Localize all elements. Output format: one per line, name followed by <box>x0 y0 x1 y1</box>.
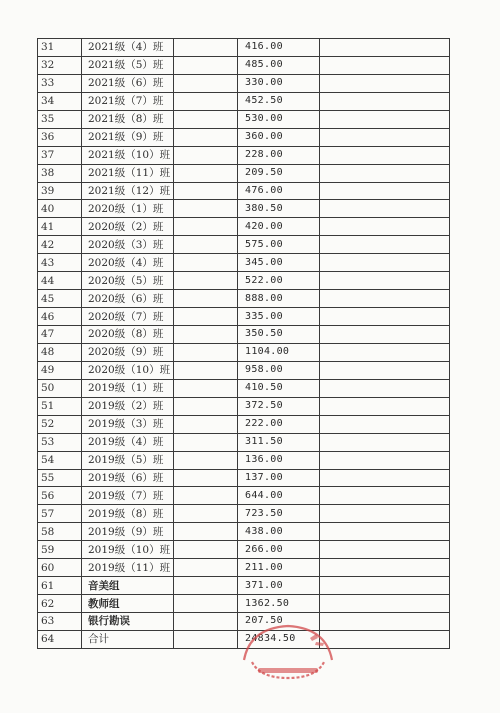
amount: 575.00 <box>238 236 320 254</box>
row-number: 63 <box>38 613 82 631</box>
amount: 371.00 <box>238 577 320 595</box>
table-row <box>38 577 450 595</box>
row-number: 55 <box>38 469 82 487</box>
note-cell <box>320 92 450 110</box>
class-name: 2019级（1）班 <box>82 379 174 397</box>
note-cell <box>320 128 450 146</box>
donation-table-page <box>37 38 450 649</box>
table-row <box>38 92 450 110</box>
blank-cell <box>174 236 238 254</box>
table-row <box>38 379 450 397</box>
amount: 137.00 <box>238 469 320 487</box>
table-row <box>38 433 450 451</box>
amount: 485.00 <box>238 56 320 74</box>
class-name: 2019级（2）班 <box>82 397 174 415</box>
row-number: 62 <box>38 595 82 613</box>
row-number: 40 <box>38 200 82 218</box>
class-name: 2020级（2）班 <box>82 218 174 236</box>
class-name: 2019级（5）班 <box>82 451 174 469</box>
class-name: 2019级（9）班 <box>82 523 174 541</box>
row-number: 56 <box>38 487 82 505</box>
blank-cell <box>174 595 238 613</box>
blank-cell <box>174 577 238 595</box>
table-row <box>38 56 450 74</box>
blank-cell <box>174 290 238 308</box>
table-row <box>38 505 450 523</box>
blank-cell <box>174 523 238 541</box>
amount: 380.50 <box>238 200 320 218</box>
donation-table <box>37 38 450 649</box>
row-number: 47 <box>38 326 82 344</box>
class-name: 2020级（7）班 <box>82 308 174 326</box>
class-name: 2021级（5）班 <box>82 56 174 74</box>
blank-cell <box>174 200 238 218</box>
class-name: 2021级（9）班 <box>82 128 174 146</box>
note-cell <box>320 487 450 505</box>
blank-cell <box>174 451 238 469</box>
class-name: 2021级（10）班 <box>82 146 174 164</box>
class-name: 2019级（3）班 <box>82 415 174 433</box>
amount: 209.50 <box>238 164 320 182</box>
amount: 530.00 <box>238 110 320 128</box>
note-cell <box>320 343 450 361</box>
note-cell <box>320 415 450 433</box>
row-number: 44 <box>38 272 82 290</box>
table-row <box>38 146 450 164</box>
table-row <box>38 272 450 290</box>
amount: 360.00 <box>238 128 320 146</box>
row-number: 42 <box>38 236 82 254</box>
note-cell <box>320 577 450 595</box>
class-name: 2020级（5）班 <box>82 272 174 290</box>
blank-cell <box>174 74 238 92</box>
blank-cell <box>174 56 238 74</box>
blank-cell <box>174 505 238 523</box>
amount: 522.00 <box>238 272 320 290</box>
class-name: 2021级（7）班 <box>82 92 174 110</box>
row-number: 36 <box>38 128 82 146</box>
amount: 452.50 <box>238 92 320 110</box>
note-cell <box>320 236 450 254</box>
class-name: 2021级（11）班 <box>82 164 174 182</box>
class-name: 2020级（9）班 <box>82 343 174 361</box>
row-number: 58 <box>38 523 82 541</box>
blank-cell <box>174 343 238 361</box>
note-cell <box>320 254 450 272</box>
table-row <box>38 415 450 433</box>
amount: 438.00 <box>238 523 320 541</box>
blank-cell <box>174 326 238 344</box>
row-number: 34 <box>38 92 82 110</box>
note-cell <box>320 290 450 308</box>
blank-cell <box>174 630 238 648</box>
table-row <box>38 595 450 613</box>
class-name: 合计 <box>82 630 174 648</box>
amount: 330.00 <box>238 74 320 92</box>
blank-cell <box>174 182 238 200</box>
note-cell <box>320 56 450 74</box>
amount: 345.00 <box>238 254 320 272</box>
blank-cell <box>174 433 238 451</box>
amount: 207.50 <box>238 613 320 631</box>
row-number: 37 <box>38 146 82 164</box>
note-cell <box>320 469 450 487</box>
note-cell <box>320 361 450 379</box>
class-name: 2021级（8）班 <box>82 110 174 128</box>
blank-cell <box>174 39 238 57</box>
row-number: 38 <box>38 164 82 182</box>
blank-cell <box>174 361 238 379</box>
blank-cell <box>174 254 238 272</box>
table-row <box>38 74 450 92</box>
row-number: 52 <box>38 415 82 433</box>
note-cell <box>320 182 450 200</box>
table-row <box>38 523 450 541</box>
class-name: 银行勘误 <box>82 613 174 631</box>
class-name: 2021级（4）班 <box>82 39 174 57</box>
table-row <box>38 164 450 182</box>
note-cell <box>320 110 450 128</box>
row-number: 46 <box>38 308 82 326</box>
class-name: 2020级（4）班 <box>82 254 174 272</box>
class-name: 2020级（8）班 <box>82 326 174 344</box>
amount: 228.00 <box>238 146 320 164</box>
class-name: 2021级（12）班 <box>82 182 174 200</box>
table-row <box>38 541 450 559</box>
table-row <box>38 39 450 57</box>
row-number: 59 <box>38 541 82 559</box>
amount: 335.00 <box>238 308 320 326</box>
table-row <box>38 397 450 415</box>
table-row <box>38 559 450 577</box>
row-number: 32 <box>38 56 82 74</box>
table-row <box>38 308 450 326</box>
note-cell <box>320 595 450 613</box>
amount: 266.00 <box>238 541 320 559</box>
blank-cell <box>174 379 238 397</box>
blank-cell <box>174 541 238 559</box>
table-row <box>38 128 450 146</box>
note-cell <box>320 272 450 290</box>
row-number: 41 <box>38 218 82 236</box>
row-number: 49 <box>38 361 82 379</box>
note-cell <box>320 74 450 92</box>
table-row <box>38 200 450 218</box>
row-number: 50 <box>38 379 82 397</box>
row-number: 57 <box>38 505 82 523</box>
blank-cell <box>174 164 238 182</box>
note-cell <box>320 200 450 218</box>
row-number: 60 <box>38 559 82 577</box>
row-number: 61 <box>38 577 82 595</box>
class-name: 教师组 <box>82 595 174 613</box>
amount: 420.00 <box>238 218 320 236</box>
row-number: 45 <box>38 290 82 308</box>
blank-cell <box>174 613 238 631</box>
amount: 222.00 <box>238 415 320 433</box>
table-row <box>38 469 450 487</box>
note-cell <box>320 559 450 577</box>
table-row <box>38 487 450 505</box>
table-row <box>38 290 450 308</box>
table-row <box>38 451 450 469</box>
blank-cell <box>174 272 238 290</box>
blank-cell <box>174 218 238 236</box>
table-body <box>38 39 450 649</box>
row-number: 48 <box>38 343 82 361</box>
table-row <box>38 326 450 344</box>
note-cell <box>320 218 450 236</box>
class-name: 2020级（6）班 <box>82 290 174 308</box>
blank-cell <box>174 308 238 326</box>
table-row <box>38 236 450 254</box>
amount: 211.00 <box>238 559 320 577</box>
amount: 136.00 <box>238 451 320 469</box>
note-cell <box>320 397 450 415</box>
blank-cell <box>174 397 238 415</box>
class-name: 2020级（10）班 <box>82 361 174 379</box>
blank-cell <box>174 92 238 110</box>
amount: 1104.00 <box>238 343 320 361</box>
amount: 1362.50 <box>238 595 320 613</box>
note-cell <box>320 451 450 469</box>
note-cell <box>320 433 450 451</box>
class-name: 2019级（11）班 <box>82 559 174 577</box>
amount: 372.50 <box>238 397 320 415</box>
note-cell <box>320 146 450 164</box>
amount: 416.00 <box>238 39 320 57</box>
blank-cell <box>174 415 238 433</box>
table-row <box>38 110 450 128</box>
amount: 723.50 <box>238 505 320 523</box>
note-cell <box>320 39 450 57</box>
amount: 24834.50 <box>238 630 320 648</box>
row-number: 33 <box>38 74 82 92</box>
row-number: 51 <box>38 397 82 415</box>
note-cell <box>320 326 450 344</box>
amount: 350.50 <box>238 326 320 344</box>
class-name: 2019级（8）班 <box>82 505 174 523</box>
class-name: 2019级（6）班 <box>82 469 174 487</box>
note-cell <box>320 541 450 559</box>
class-name: 音美组 <box>82 577 174 595</box>
blank-cell <box>174 487 238 505</box>
note-cell <box>320 613 450 631</box>
row-number: 39 <box>38 182 82 200</box>
blank-cell <box>174 469 238 487</box>
row-number: 43 <box>38 254 82 272</box>
note-cell <box>320 164 450 182</box>
note-cell <box>320 308 450 326</box>
row-number: 35 <box>38 110 82 128</box>
table-row <box>38 613 450 631</box>
note-cell <box>320 523 450 541</box>
class-name: 2019级（7）班 <box>82 487 174 505</box>
note-cell <box>320 379 450 397</box>
class-name: 2019级（10）班 <box>82 541 174 559</box>
blank-cell <box>174 559 238 577</box>
class-name: 2020级（3）班 <box>82 236 174 254</box>
note-cell <box>320 630 450 648</box>
table-row <box>38 182 450 200</box>
amount: 476.00 <box>238 182 320 200</box>
amount: 958.00 <box>238 361 320 379</box>
table-row <box>38 630 450 648</box>
amount: 311.50 <box>238 433 320 451</box>
row-number: 64 <box>38 630 82 648</box>
row-number: 53 <box>38 433 82 451</box>
class-name: 2020级（1）班 <box>82 200 174 218</box>
row-number: 54 <box>38 451 82 469</box>
blank-cell <box>174 110 238 128</box>
amount: 410.50 <box>238 379 320 397</box>
blank-cell <box>174 146 238 164</box>
note-cell <box>320 505 450 523</box>
table-row <box>38 218 450 236</box>
blank-cell <box>174 128 238 146</box>
class-name: 2021级（6）班 <box>82 74 174 92</box>
class-name: 2019级（4）班 <box>82 433 174 451</box>
amount: 888.00 <box>238 290 320 308</box>
amount: 644.00 <box>238 487 320 505</box>
table-row <box>38 343 450 361</box>
table-row <box>38 361 450 379</box>
table-row <box>38 254 450 272</box>
row-number: 31 <box>38 39 82 57</box>
